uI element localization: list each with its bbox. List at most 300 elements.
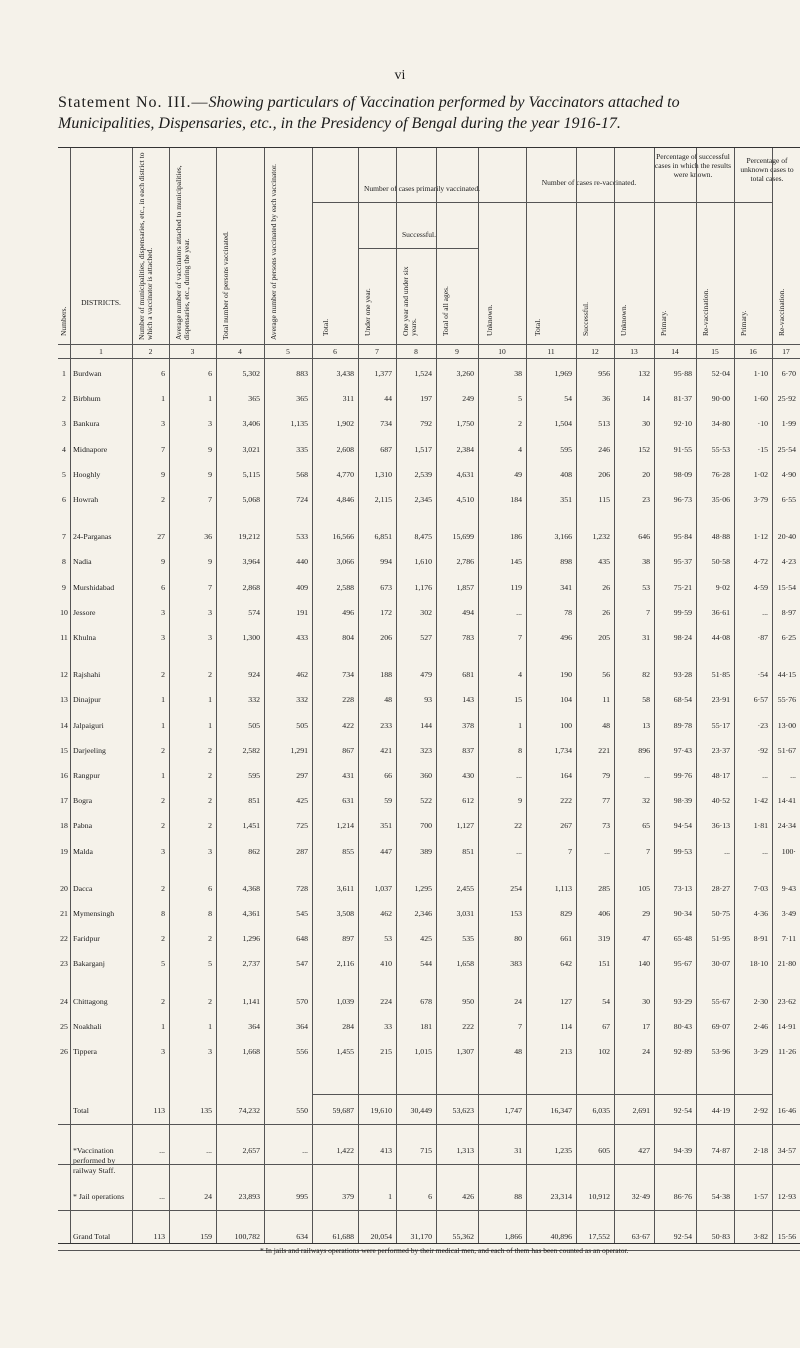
district-name: Bakarganj	[73, 959, 105, 969]
table-cell: 2	[161, 821, 165, 831]
table-cell: 2	[161, 670, 165, 680]
row-number: 2	[62, 394, 66, 404]
table-cell: 408	[560, 469, 572, 479]
table-cell: 105	[638, 883, 650, 893]
table-cell: 44·19	[711, 1106, 730, 1116]
row-number: 17	[60, 796, 68, 806]
table-cell: 7	[646, 607, 650, 617]
table-cell: 26	[602, 607, 610, 617]
table-cell: 3,508	[336, 909, 354, 918]
table-cell: 2·46	[753, 1021, 768, 1031]
table-cell: 53·96	[711, 1047, 730, 1056]
row-number: 20	[60, 883, 68, 893]
table-cell: 389	[420, 846, 432, 856]
table-cell: 48·88	[711, 532, 730, 542]
total-rule	[58, 1164, 800, 1165]
district-name: Jessore	[73, 607, 96, 617]
table-cell: 1,734	[554, 745, 572, 755]
table-cell: ...	[159, 1146, 165, 1156]
table-cell: 52·04	[711, 369, 730, 378]
table-cell: 426	[462, 1192, 474, 1202]
table-cell: 36	[204, 532, 212, 542]
column-number: 1	[99, 347, 103, 356]
district-name: Dinajpur	[73, 695, 101, 705]
header-rule	[58, 344, 800, 345]
table-cell: 7	[208, 582, 212, 592]
table-cell: 78	[564, 607, 572, 617]
table-cell: 496	[342, 607, 354, 617]
table-cell: 9	[208, 469, 212, 479]
table-cell: 23,893	[238, 1192, 260, 1202]
table-cell: 6	[161, 369, 165, 378]
table-cell: 99·76	[673, 771, 692, 780]
table-cell: 956	[598, 369, 610, 378]
table-cell: 1,214	[336, 821, 354, 831]
table-cell: 1	[161, 394, 165, 404]
table-cell: 7·03	[753, 883, 768, 893]
table-cell: 595	[248, 771, 260, 780]
table-cell: 24	[642, 1047, 650, 1056]
table-cell: 364	[248, 1021, 260, 1031]
table-cell: 9	[208, 557, 212, 567]
table-cell: 31,170	[410, 1232, 432, 1242]
table-cell: 284	[342, 1021, 354, 1031]
table-cell: 44	[384, 394, 392, 404]
table-cell: 113	[153, 1106, 165, 1116]
table-cell: 7	[518, 633, 522, 642]
table-cell: 421	[380, 745, 392, 755]
table-cell: 3·29	[753, 1047, 768, 1056]
table-cell: 605	[598, 1146, 610, 1156]
table-cell: 829	[560, 909, 572, 918]
table-cell: 1,141	[242, 996, 260, 1006]
table-cell: 837	[462, 745, 474, 755]
table-cell: 1·02	[753, 469, 768, 479]
table-cell: 365	[296, 394, 308, 404]
table-cell: 56	[602, 670, 610, 680]
table-cell: 55·53	[711, 444, 730, 454]
column-number: 14	[671, 347, 679, 356]
table-cell: 1,747	[504, 1106, 522, 1116]
table-cell: 678	[420, 996, 432, 1006]
table-cell: 51·85	[711, 670, 730, 680]
table-cell: 4,361	[242, 909, 260, 918]
table-cell: 8	[208, 909, 212, 918]
table-cell: 127	[560, 996, 572, 1006]
table-cell: 82	[642, 670, 650, 680]
table-cell: 995	[296, 1192, 308, 1202]
table-cell: 364	[296, 1021, 308, 1031]
total-rule	[312, 1094, 772, 1095]
table-cell: 8,475	[414, 532, 432, 542]
row-number: 8	[62, 557, 66, 567]
table-cell: 550	[296, 1106, 308, 1116]
table-cell: 33	[384, 1021, 392, 1031]
table-cell: 2,737	[242, 959, 260, 969]
table-cell: 59	[384, 796, 392, 806]
table-cell: 556	[296, 1047, 308, 1056]
table-cell: ...	[790, 771, 796, 780]
table-cell: ...	[516, 607, 522, 617]
table-cell: 20·40	[777, 532, 796, 542]
table-cell: 527	[420, 633, 432, 642]
table-cell: ·54	[757, 670, 768, 680]
table-cell: 4·59	[753, 582, 768, 592]
table-cell: 25·54	[777, 444, 796, 454]
table-cell: 898	[560, 557, 572, 567]
table-cell: 6	[428, 1192, 432, 1202]
district-name: Bogra	[73, 796, 93, 806]
table-cell: 25·92	[777, 394, 796, 404]
table-cell: 3·79	[753, 495, 768, 504]
table-cell: ...	[604, 846, 610, 856]
table-cell: 79	[602, 771, 610, 780]
table-cell: 646	[638, 532, 650, 542]
table-cell: 1,377	[374, 369, 392, 378]
table-cell: 3,438	[336, 369, 354, 378]
row-number: 12	[60, 670, 68, 680]
table-cell: 6,851	[374, 532, 392, 542]
table-cell: 2	[161, 996, 165, 1006]
table-cell: 950	[462, 996, 474, 1006]
table-cell: 896	[638, 745, 650, 755]
table-cell: 1·60	[753, 394, 768, 404]
table-cell: 2	[208, 796, 212, 806]
table-cell: 1,610	[414, 557, 432, 567]
table-cell: 341	[560, 582, 572, 592]
table-cell: 3	[161, 633, 165, 642]
table-cell: 48·17	[711, 771, 730, 780]
table-cell: 1	[161, 771, 165, 780]
total-rule	[58, 1210, 800, 1211]
table-cell: 1,857	[456, 582, 474, 592]
column-number: 17	[782, 347, 790, 356]
table-cell: 1·42	[753, 796, 768, 806]
table-cell: 249	[462, 394, 474, 404]
table-cell: 30	[642, 996, 650, 1006]
table-cell: 2·18	[753, 1146, 768, 1156]
table-cell: 1,037	[374, 883, 392, 893]
district-name: Chittagong	[73, 996, 108, 1006]
table-cell: 2	[161, 934, 165, 944]
table-cell: 31	[642, 633, 650, 642]
table-cell: 2	[208, 771, 212, 780]
table-cell: 8·91	[753, 934, 768, 944]
table-cell: 1	[161, 720, 165, 730]
table-cell: 73·13	[673, 883, 692, 893]
table-cell: 427	[638, 1146, 650, 1156]
header-unknown-primary: Primary.	[739, 310, 748, 336]
table-cell: 1	[208, 394, 212, 404]
table-cell: 38	[514, 369, 522, 378]
header-unknown-revacc: Re-vaccination.	[777, 288, 786, 336]
table-cell: 75·21	[673, 582, 692, 592]
table-cell: 3,611	[336, 883, 354, 893]
table-cell: 3	[161, 1047, 165, 1056]
table-cell: 36·61	[711, 607, 730, 617]
table-cell: ...	[762, 607, 768, 617]
header-all-ages: Total of all ages.	[441, 286, 450, 336]
table-cell: 63·67	[631, 1232, 650, 1242]
table-cell: 164	[560, 771, 572, 780]
table-cell: 93·28	[673, 670, 692, 680]
table-cell: ...	[159, 1192, 165, 1202]
table-cell: 19,610	[370, 1106, 392, 1116]
table-cell: 383	[510, 959, 522, 969]
table-cell: 16·46	[777, 1106, 796, 1116]
table-cell: 181	[420, 1021, 432, 1031]
table-cell: 1,127	[456, 821, 474, 831]
table-cell: 221	[598, 745, 610, 755]
table-cell: 172	[380, 607, 392, 617]
table-cell: 570	[296, 996, 308, 1006]
table-cell: 55·17	[711, 720, 730, 730]
table-cell: 2,588	[336, 582, 354, 592]
table-cell: 1,291	[290, 745, 308, 755]
table-cell: 1,902	[336, 419, 354, 429]
table-cell: 410	[380, 959, 392, 969]
table-cell: 360	[420, 771, 432, 780]
table-cell: 69·07	[711, 1021, 730, 1031]
table-cell: 700	[420, 821, 432, 831]
table-cell: 94·39	[673, 1146, 692, 1156]
table-cell: 7	[161, 444, 165, 454]
table-cell: 2·30	[753, 996, 768, 1006]
table-cell: 23·62	[777, 996, 796, 1006]
column-number: 9	[455, 347, 459, 356]
table-cell: 4	[518, 444, 522, 454]
table-cell: 897	[342, 934, 354, 944]
table-cell: 81·37	[673, 394, 692, 404]
table-cell: 17	[642, 1021, 650, 1031]
table-cell: ...	[724, 846, 730, 856]
table-cell: 95·37	[673, 557, 692, 567]
table-cell: 15·56	[777, 1232, 796, 1242]
table-cell: 661	[560, 934, 572, 944]
table-cell: 21·80	[777, 959, 796, 969]
table-cell: 54	[564, 394, 572, 404]
table-cell: 67	[602, 1021, 610, 1031]
table-cell: 2	[161, 745, 165, 755]
table-cell: ...	[516, 771, 522, 780]
header-pct-unknown-group: Percentage of unknown cases to total cases.	[740, 156, 794, 183]
table-cell: 53	[384, 934, 392, 944]
row-number: 21	[60, 909, 68, 918]
table-cell: 19,212	[238, 532, 260, 542]
table-cell: 6·70	[781, 369, 796, 378]
row-number: 24	[60, 996, 68, 1006]
table-cell: ...	[762, 771, 768, 780]
table-cell: 90·00	[711, 394, 730, 404]
table-cell: 505	[248, 720, 260, 730]
table-cell: 55·67	[711, 996, 730, 1006]
table-cell: 50·58	[711, 557, 730, 567]
column-number: 6	[333, 347, 337, 356]
table-cell: 867	[342, 745, 354, 755]
column-number: 8	[414, 347, 418, 356]
header-re-unknown: Unknown.	[619, 304, 628, 336]
table-cell: 862	[248, 846, 260, 856]
table-cell: 1,658	[456, 959, 474, 969]
table-cell: 20,054	[370, 1232, 392, 1242]
table-cell: 94·54	[673, 821, 692, 831]
table-cell: 1,176	[414, 582, 432, 592]
row-number: 15	[60, 745, 68, 755]
table-cell: 1,451	[242, 821, 260, 831]
table-cell: ·87	[757, 633, 768, 642]
table-cell: 297	[296, 771, 308, 780]
table-cell: 1,300	[242, 633, 260, 642]
table-cell: 88	[514, 1192, 522, 1202]
table-cell: 159	[200, 1232, 212, 1242]
table-cell: 100,782	[234, 1232, 260, 1242]
table-cell: 89·78	[673, 720, 692, 730]
table-cell: 3	[161, 419, 165, 429]
table-cell: 151	[598, 959, 610, 969]
table-cell: 36·13	[711, 821, 730, 831]
table-cell: 1,524	[414, 369, 432, 378]
table-cell: 49	[514, 469, 522, 479]
table-cell: 100	[560, 720, 572, 730]
table-cell: 3·82	[753, 1232, 768, 1242]
table-cell: 851	[462, 846, 474, 856]
row-number: 9	[62, 582, 66, 592]
table-cell: 59,687	[332, 1106, 354, 1116]
table-cell: 267	[560, 821, 572, 831]
table-cell: 115	[598, 495, 610, 504]
table-cell: 851	[248, 796, 260, 806]
table-cell: 206	[380, 633, 392, 642]
table-cell: 2,608	[336, 444, 354, 454]
table-cell: 378	[462, 720, 474, 730]
table-cell: 2	[161, 495, 165, 504]
header-revacc-group: Number of cases re-vaccinated.	[541, 178, 637, 187]
district-name: Birbhum	[73, 394, 101, 404]
table-cell: 425	[420, 934, 432, 944]
table-cell: 80	[514, 934, 522, 944]
table-cell: 95·84	[673, 532, 692, 542]
table-cell: 285	[598, 883, 610, 893]
table-cell: 433	[296, 633, 308, 642]
table-cell: 1	[388, 1192, 392, 1202]
table-cell: 435	[598, 557, 610, 567]
table-cell: 102	[598, 1047, 610, 1056]
table-cell: 61,688	[332, 1232, 354, 1242]
table-cell: 2	[208, 745, 212, 755]
table-cell: 54	[602, 996, 610, 1006]
table-cell: 135	[200, 1106, 212, 1116]
district-name: Jalpaiguri	[73, 720, 104, 730]
table-cell: 7	[518, 1021, 522, 1031]
table-cell: 8	[518, 745, 522, 755]
table-cell: 104	[560, 695, 572, 705]
table-cell: 1	[208, 1021, 212, 1031]
row-number: 14	[60, 720, 68, 730]
table-cell: 35·06	[711, 495, 730, 504]
table-cell: 215	[380, 1047, 392, 1056]
table-cell: 14·41	[777, 796, 796, 806]
district-name: Burdwan	[73, 369, 102, 378]
page-number: vi	[394, 68, 406, 83]
table-cell: 206	[598, 469, 610, 479]
table-cell: 681	[462, 670, 474, 680]
table-cell: 1,235	[554, 1146, 572, 1156]
table-cell: 65	[642, 821, 650, 831]
table-cell: 1,307	[456, 1047, 474, 1056]
table-cell: 505	[296, 720, 308, 730]
column-number: 5	[286, 347, 290, 356]
table-cell: 1	[518, 720, 522, 730]
table-cell: 2	[208, 670, 212, 680]
table-cell: 31	[514, 1146, 522, 1156]
table-cell: 430	[462, 771, 474, 780]
table-cell: 90·34	[673, 909, 692, 918]
table-cell: 6·55	[781, 495, 796, 504]
table-cell: 1,517	[414, 444, 432, 454]
table-cell: 24	[204, 1192, 212, 1202]
table-cell: 86·76	[673, 1192, 692, 1202]
header-total-vaccinated: Total number of persons vaccinated.	[221, 231, 230, 340]
district-name: Darjeeling	[73, 745, 106, 755]
table-cell: 4,846	[336, 495, 354, 504]
table-cell: 23·91	[711, 695, 730, 705]
table-cell: 1,750	[456, 419, 474, 429]
table-cell: 191	[296, 607, 308, 617]
table-cell: 332	[296, 695, 308, 705]
table-cell: 413	[380, 1146, 392, 1156]
table-cell: 1,296	[242, 934, 260, 944]
table-cell: ·23	[757, 720, 768, 730]
table-cell: 5	[518, 394, 522, 404]
table-cell: 728	[296, 883, 308, 893]
table-cell: 95·67	[673, 959, 692, 969]
table-cell: 77	[602, 796, 610, 806]
table-cell: 351	[560, 495, 572, 504]
table-cell: 365	[248, 394, 260, 404]
table-cell: 535	[462, 934, 474, 944]
row-number: 3	[62, 419, 66, 429]
table-cell: 332	[248, 695, 260, 705]
footnote: * In jails and railways operations were performed by their medical men, and each of them has been counted as an operator.	[260, 1246, 629, 1255]
total-rule	[58, 1124, 800, 1125]
table-cell: 145	[510, 557, 522, 567]
table-cell: 2	[161, 883, 165, 893]
table-cell: 32·49	[631, 1192, 650, 1202]
table-cell: ·92	[757, 745, 768, 755]
table-cell: 93·29	[673, 996, 692, 1006]
table-cell: 422	[342, 720, 354, 730]
district-name: Faridpur	[73, 934, 100, 944]
table-cell: 1,310	[374, 469, 392, 479]
table-cell: 4·23	[781, 557, 796, 567]
row-number: 5	[62, 469, 66, 479]
table-cell: 715	[420, 1146, 432, 1156]
table-cell: 2,786	[456, 557, 474, 567]
table-cell: 55,362	[452, 1232, 474, 1242]
table-cell: 8	[161, 909, 165, 918]
table-cell: 1,422	[336, 1146, 354, 1156]
table-cell: 5	[208, 959, 212, 969]
table-cell: 74,232	[238, 1106, 260, 1116]
table-cell: ...	[644, 771, 650, 780]
table-cell: 479	[420, 670, 432, 680]
table-cell: 5,115	[242, 469, 260, 479]
table-cell: 13	[642, 720, 650, 730]
table-cell: 4·36	[753, 909, 768, 918]
header-re-total: Total.	[533, 318, 542, 336]
table-cell: 544	[420, 959, 432, 969]
table-cell: 2,868	[242, 582, 260, 592]
